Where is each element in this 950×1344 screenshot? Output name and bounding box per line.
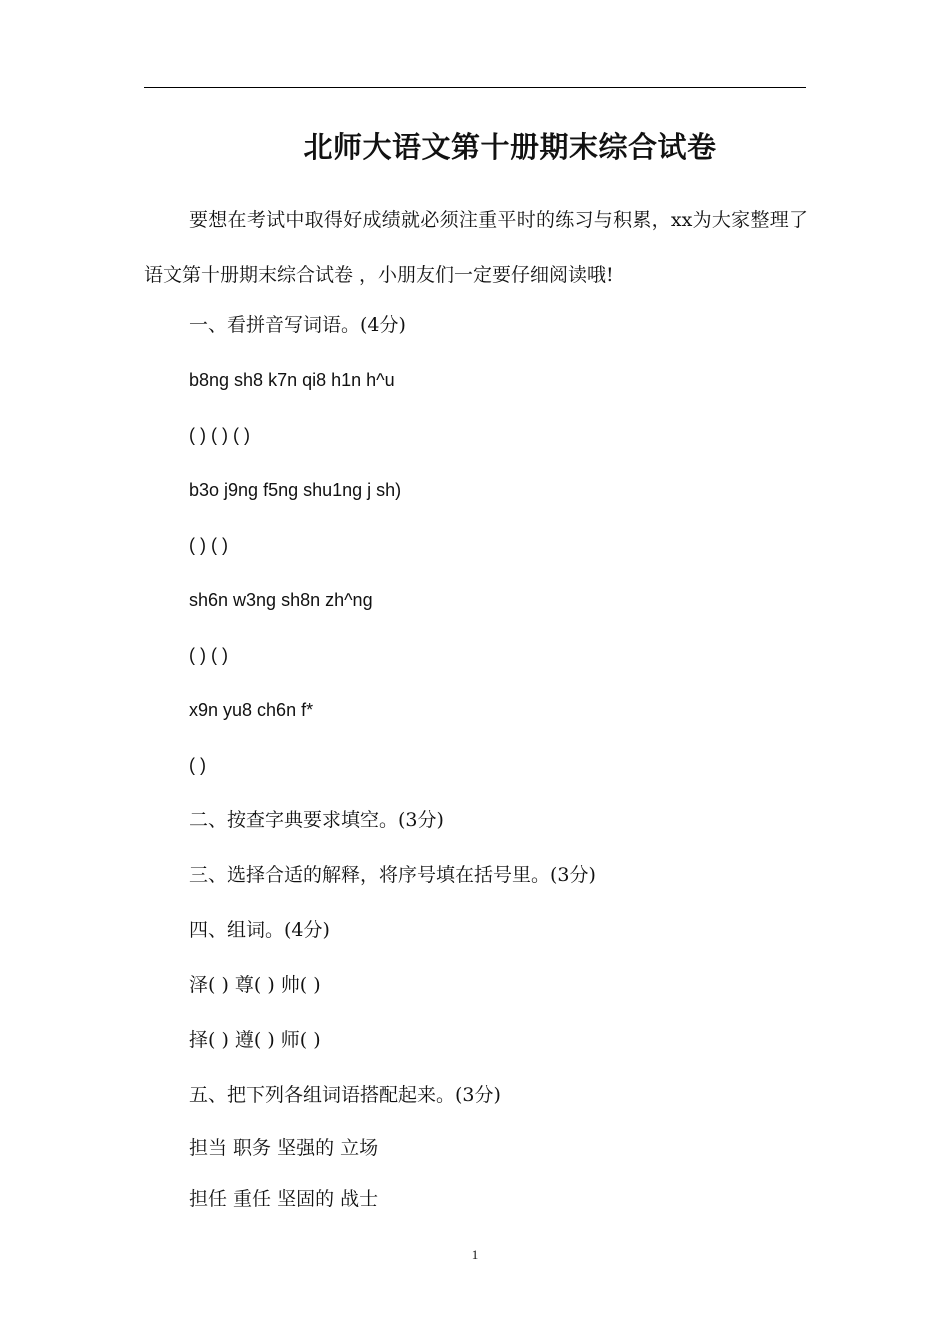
section-heading-3: 三、选择合适的解释，将序号填在括号里。(3分): [189, 864, 596, 886]
answer-blanks: ( ) ( ): [189, 535, 228, 555]
section-heading-4: 四、组词。(4分): [189, 919, 330, 941]
pinyin-line: b8ng sh8 k7n qi8 h1n h^u: [189, 370, 395, 390]
word-match-line: 担当 职务 坚强的 立场: [189, 1137, 379, 1159]
pinyin-line: x9n yu8 ch6n f*: [189, 700, 314, 720]
word-match-line: 担任 重任 坚固的 战士: [189, 1188, 379, 1210]
pinyin-line: sh6n w3ng sh8n zh^ng: [189, 590, 373, 610]
document-title: 北师大语文第十册期末综合试卷: [303, 130, 717, 164]
exam-questions: [189, 298, 809, 1225]
page-number: 1: [471, 1247, 479, 1262]
intro-paragraph: 要想在考试中取得好成绩就必须注重平时的练习与积累，xx为大家整理了语文第十册期末综合试卷 ，小朋友们一定要仔细阅读哦!: [144, 209, 808, 286]
section-heading-1: 一、看拼音写词语。(4分): [189, 314, 406, 336]
answer-blanks: ( ) ( ) ( ): [189, 425, 250, 445]
word-group-line: 泽( ) 尊( ) 帅( ): [189, 974, 321, 996]
word-group-line: 择( ) 遵( ) 师( ): [189, 1029, 321, 1051]
section-heading-2: 二、按查字典要求填空。(3分): [189, 809, 444, 831]
answer-blanks: ( ) ( ): [189, 645, 228, 665]
section-heading-5: 五、把下列各组词语搭配起来。(3分): [189, 1084, 501, 1106]
pinyin-line: b3o j9ng f5ng shu1ng j sh): [189, 480, 402, 500]
header-rule: [144, 87, 806, 88]
answer-blanks: ( ): [189, 755, 206, 775]
